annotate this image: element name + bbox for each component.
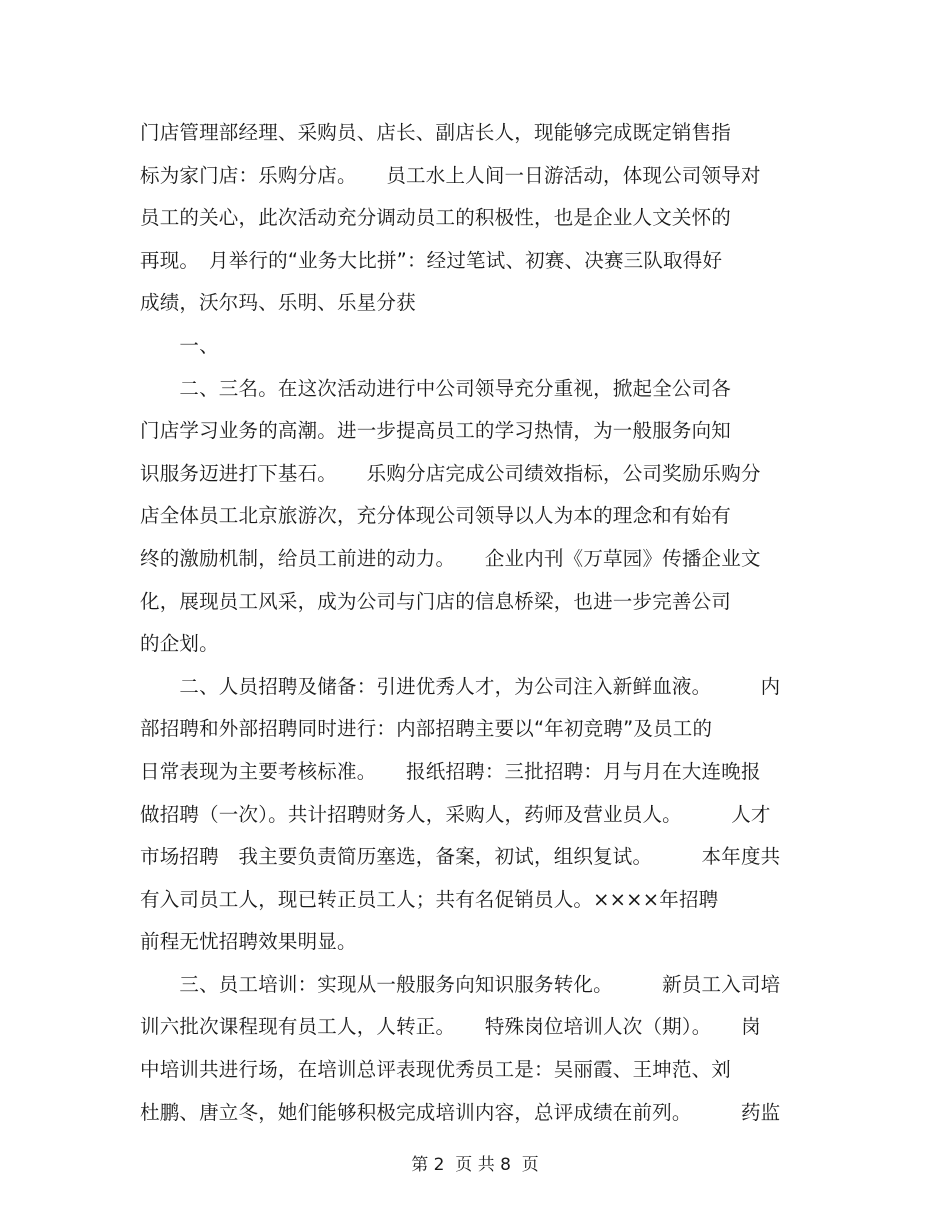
text-line: 识服务迈进打下基石。 乐购分店完成公司绩效指标，公司奖励乐购分 bbox=[140, 461, 761, 485]
text-line: 员工的关心，此次活动充分调动员工的积极性，也是企业人文关怀的 bbox=[140, 206, 732, 230]
text-line: 市场招聘 我主要负责简历塞选，备案，初试，组织复试。 本年度共 bbox=[140, 845, 781, 869]
body-text bbox=[140, 112, 820, 1134]
text-line: 一、 bbox=[140, 333, 219, 357]
text-line: 终的激励机制，给员工前进的动力。 企业内刊《万草园》传播企业文 bbox=[140, 546, 761, 570]
text-line: 中培训共进行场，在培训总评表现优秀员工是：吴丽霞、王坤范、刘 bbox=[140, 1058, 732, 1082]
text-line: 再现。 月举行的“业务大比拼”：经过笔试、初赛、决赛三队取得好 bbox=[140, 248, 723, 272]
text-line: 前程无忧招聘效果明显。 bbox=[140, 930, 357, 954]
text-line: 二、人员招聘及储备：引进优秀人才，为公司注入新鲜血液。 内 bbox=[140, 674, 781, 698]
text-line: 门店学习业务的高潮。进一步提高员工的学习热情，为一般服务向知 bbox=[140, 419, 732, 443]
text-line: 店全体员工北京旅游次，充分体现公司领导以人为本的理念和有始有 bbox=[140, 504, 732, 528]
text-line: 三、员工培训：实现从一般服务向知识服务转化。 新员工入司培 bbox=[140, 972, 781, 996]
text-line: 日常表现为主要考核标准。 报纸招聘：三批招聘：月与月在大连晚报 bbox=[140, 759, 761, 783]
text-line: 有入司员工人，现已转正员工人；共有名促销员人。××××年招聘 bbox=[140, 887, 719, 911]
text-line: 标为家门店：乐购分店。 员工水上人间一日游活动，体现公司领导对 bbox=[140, 163, 761, 187]
text-line: 杜鹏、唐立冬，她们能够积极完成培训内容，总评成绩在前列。 药监 bbox=[140, 1100, 781, 1124]
text-line: 的企划。 bbox=[140, 632, 219, 656]
text-line: 成绩，沃尔玛、乐明、乐星分获 bbox=[140, 291, 416, 315]
text-line: 训六批次课程现有员工人，人转正。 特殊岗位培训人次（期）。 岗 bbox=[140, 1015, 761, 1039]
text-line: 做招聘（一次）。共计招聘财务人，采购人，药师及营业员人。 人才 bbox=[140, 802, 771, 826]
text-line: 化，展现员工风采，成为公司与门店的信息桥梁，也进一步完善公司 bbox=[140, 589, 732, 613]
text-line: 门店管理部经理、采购员、店长、副店长人，现能够完成既定销售指 bbox=[140, 121, 732, 144]
page-number-footer: 第 2 页 共 8 页 bbox=[411, 1155, 539, 1175]
text-line: 部招聘和外部招聘同时进行：内部招聘主要以“年初竞聘”及员工的 bbox=[140, 717, 713, 741]
text-line: 二、三名。在这次活动进行中公司领导充分重视，掀起全公司各 bbox=[140, 376, 732, 400]
